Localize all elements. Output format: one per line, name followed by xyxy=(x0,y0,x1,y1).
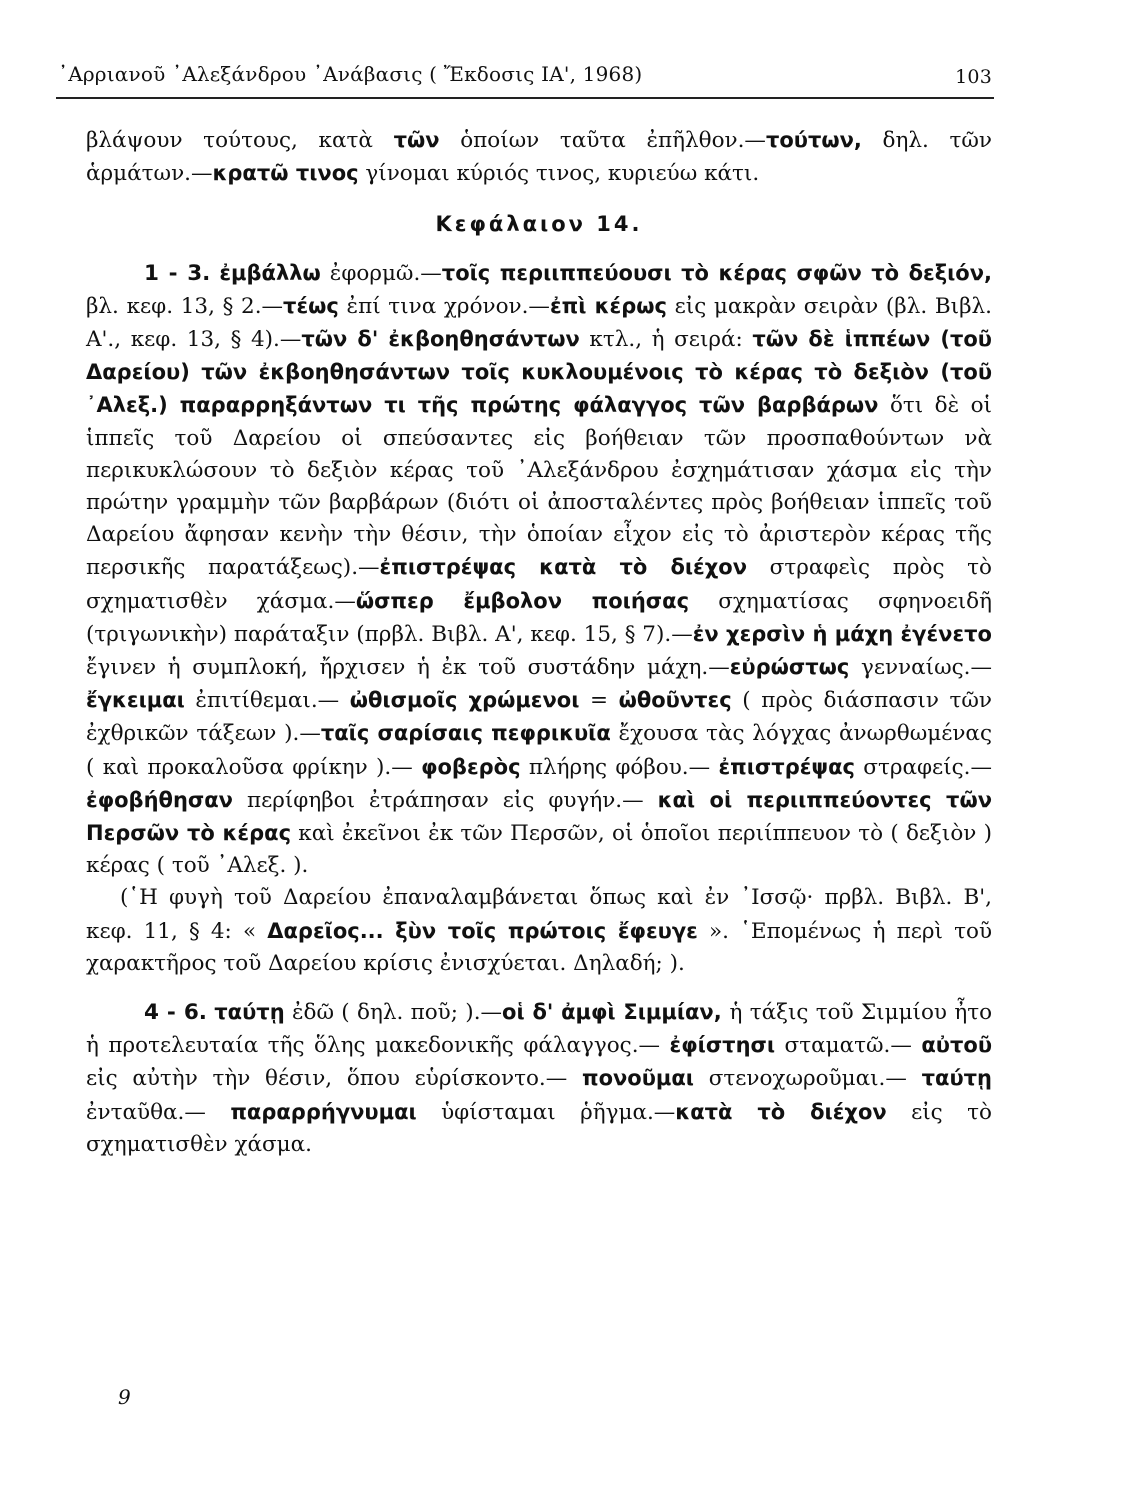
running-title: ᾿Αρριανοῦ ᾿Αλεξάνδρου ᾿Ανάβασις ( Ἔκδοσις ΙΑ', 1968) xyxy=(58,62,643,86)
intro-paragraph: βλάψουν τούτους, κατὰ τῶν ὁποίων ταῦτα ἐπῆλθον.—τούτων, δηλ. τῶν ἁρμάτων.—κρατῶ τινος γίνομαι κύριός τινος, κυριεύω κάτι. xyxy=(86,128,992,187)
section-number: 4 - 6. xyxy=(144,1000,207,1026)
section-1-3: 1 - 3. ἐμβάλλω ἐφορμῶ.—τοῖς περιιππεύουσι τὸ κέρας σφῶν τὸ δεξιόν, βλ. κεφ. 13, § 2.—τέως ἐπί τινα χρόνον.—ἐπὶ κέρως εἰς μακρὰν σειρὰν (βλ. Βιβλ. Α'., κεφ. 13, § 4).—τῶν δ' ἐκβοηθησάντων κτλ., ἡ σειρά: τῶν δὲ ἱππέων (τοῦ Δαρείου) τῶν ἐκβοηθησάντων τοῖς κυκλουμένοις τὸ κέρας τὸ δεξιὸν (τοῦ ᾿Αλεξ.) παραρρηξάντων τι τῆς πρώτης φάλαγγος τῶν βαρβάρων ὅτι δὲ οἱ ἱππεῖς τοῦ Δαρείου οἱ σπεύσαντες εἰς βοήθειαν τῶν προσπαθούντων νὰ περικυκλώσουν τὸ δεξιὸν κέρας τοῦ ᾿Αλεξάνδρου ἐσχημάτισαν χάσμα εἰς τὴν πρώτην γραμμὴν τῶν βαρβάρων (διότι οἱ ἀποσταλέντες πρὸς βοήθειαν ἱππεῖς τοῦ Δαρείου ἄφησαν κενὴν τὴν θέσιν, τὴν ὁποίαν εἶχον εἰς τὸ ἀριστερὸν κέρας τῆς περσικῆς παρατάξεως).—ἐπιστρέψας κατὰ τὸ διέχον στραφεὶς πρὸς τὸ σχηματισθὲν χάσμα.—ὥσπερ ἔμβολον ποιήσας σχηματίσας σφηνοειδῆ (τριγωνικὴν) παράταξιν (πρβλ. Βιβλ. Α', κεφ. 15, § 7).—ἐν χερσὶν ἡ μάχη ἐγένετο ἔγινεν ἡ συμπλοκή, ἤρχισεν ἡ ἐκ τοῦ συστάδην μάχη.—εὐρώστως γενναίως.— ἔγκειμαι ἐπιτίθεμαι.— ὠθισμοῖς χρώμενοι = ὠθοῦντες ( πρὸς διάσπασιν τῶν ἐχθρικῶν τάξεων ).—ταῖς σαρίσαις πεφρικυῖα ἔχουσα τὰς λόγχας ἀνωρθωμένας ( καὶ προκαλοῦσα φρίκην ).— φοβερὸς πλήρης φόβου.— ἐπιστρέψας στραφείς.— ἐφοβήθησαν περίφηβοι ἐτράπησαν εἰς φυγήν.— καὶ οἱ περιιππεύοντες τῶν Περσῶν τὸ κέρας καὶ ἐκεῖνοι ἐκ τῶν Περσῶν, οἱ ὁποῖοι περιίππευον τὸ ( δεξιὸν ) κέρας ( τοῦ ᾿Αλεξ. ). xyxy=(86,260,993,879)
note-paragraph: (῾Η φυγὴ τοῦ Δαρείου ἐπαναλαμβάνεται ὅπως καὶ ἐν ᾿Ισσῷ· πρβλ. Βιβλ. Β', κεφ. 11, § 4: « Δαρεῖος... ξὺν τοῖς πρώτοις ἔφευγε ». ῾Επομένως ἡ περὶ τοῦ χαρακτῆρος τοῦ Δαρείου κρίσις ἐνισχύεται. Δηλαδή; ). xyxy=(86,885,993,976)
page-body xyxy=(86,124,992,1161)
chapter-heading: Κεφάλαιον 14. xyxy=(435,212,643,237)
section-gap xyxy=(86,980,992,996)
section-4-6: 4 - 6. ταύτῃ ἐδῶ ( δηλ. ποῦ; ).—οἱ δ' ἀμφὶ Σιμμίαν, ἡ τάξις τοῦ Σιμμίου ἦτο ἡ προτελευταία τῆς ὅλης μακεδονικῆς φάλαγγος.— ἐφίστησι σταματῶ.— αὐτοῦ εἰς αὐτὴν τὴν θέσιν, ὅπου εὑρίσκοντο.— πονοῦμαι στενοχωροῦμαι.— ταύτῃ ἐνταῦθα.— παραρρήγνυμαι ὑφίσταμαι ῥῆγμα.—κατὰ τὸ διέχον εἰς τὸ σχηματισθὲν χάσμα. xyxy=(86,1000,993,1157)
header-rule xyxy=(56,97,994,99)
section-number: 1 - 3. xyxy=(144,260,211,286)
signature-mark: 9 xyxy=(118,1385,131,1409)
page-number: 103 xyxy=(955,66,992,88)
